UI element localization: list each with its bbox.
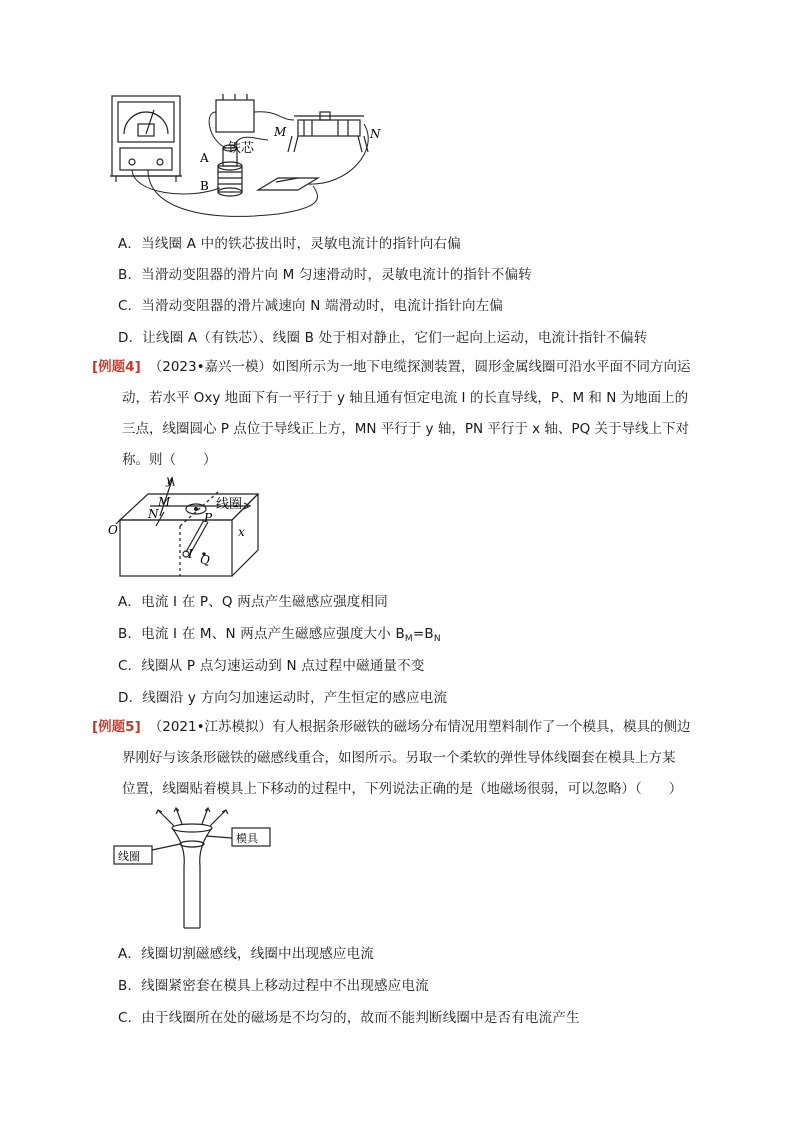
- q4-option-b: B．电流 I 在 M、N 两点产生磁感应强度大小 $B_M=B_N$: [118, 626, 441, 644]
- q5-stem-line-2: 界刚好与该条形磁铁的磁感线重合，如图所示。另取一个柔软的弹性导体线圈套在模具上方某: [122, 750, 676, 766]
- figure2-label-coil: 线圈: [216, 497, 243, 512]
- q4-stem-line-1: [例题4] （2023•嘉兴一模）如图所示为一地下电缆探测装置，圆形金属线圈可沿水平面不同方向运: [92, 359, 691, 375]
- q5-tag: [例题5]: [92, 719, 141, 735]
- figure1-label-m: M: [274, 125, 287, 139]
- figure2-label-x: x: [238, 525, 245, 539]
- q3-option-d: D．让线圈 A（有铁芯）、线圈 B 处于相对静止，它们一起向上运动，电流计指针不偏转: [118, 330, 648, 346]
- q4-stem-line-4: 称。则（ ）: [122, 452, 217, 468]
- figure2-label-m: M: [158, 495, 171, 509]
- q4-stem: [92, 352, 712, 476]
- q5-option-a: A．线圈切割磁感线，线圈中出现感应电流: [118, 946, 375, 962]
- figure1-label-b: B: [200, 179, 209, 193]
- figure-magnet-mold: [112, 806, 272, 932]
- q5-stem-line-1: [例题5] （2021•江苏模拟）有人根据条形磁铁的磁场分布情况用塑料制作了一个模具，模具的侧边: [92, 719, 691, 735]
- q4-option-c: C．线圈从 P 点匀速运动到 N 点过程中磁通量不变: [118, 658, 425, 674]
- figure-galvanometer-circuit: [108, 90, 398, 225]
- q5-option-b: B．线圈紧密套在模具上移动过程中不出现感应电流: [118, 978, 429, 994]
- q4-option-a: A．电流 I 在 P、Q 两点产生磁感应强度相同: [118, 594, 388, 610]
- figure1-label-n: N: [370, 127, 381, 141]
- q3-option-b: B．当滑动变阻器的滑片向 M 匀速滑动时，灵敏电流计的指针不偏转: [118, 267, 532, 283]
- figure2-label-n: N: [148, 507, 159, 521]
- rheostat-icon: [288, 112, 368, 152]
- figure2-label-y: y: [166, 473, 173, 487]
- q4-stem-line-2: 动，若水平 Oxy 地面下有一平行于 y 轴且通有恒定电流 I 的长直导线，P、M 和 N 为地面上的: [122, 390, 689, 406]
- q4-tag: [例题4]: [92, 359, 141, 375]
- q3-option-a: A．当线圈 A 中的铁芯拔出时，灵敏电流计的指针向右偏: [118, 236, 461, 252]
- q5-stem: [92, 712, 712, 805]
- figure1-label-core: 铁芯: [228, 141, 255, 156]
- galvanometer-icon: [110, 96, 182, 182]
- q3-option-c: C．当滑动变阻器的滑片减速向 N 端滑动时，电流计指针向左偏: [118, 298, 504, 314]
- q5-option-c: C．由于线圈所在处的磁场是不均匀的，故而不能判断线圈中是否有电流产生: [118, 1010, 580, 1026]
- figure3-label-mold: 模具: [236, 832, 258, 845]
- figure2-label-p: P: [204, 511, 213, 525]
- figure2-label-i: I: [188, 547, 193, 561]
- figure2-label-q: Q: [200, 553, 210, 567]
- q4-stem-line-3: 三点，线圈圆心 P 点位于导线正上方，MN 平行于 y 轴，PN 平行于 x 轴、PQ 关于导线上下对: [122, 421, 689, 437]
- figure1-label-a: A: [200, 151, 209, 165]
- figure-ground-box: [108, 472, 268, 582]
- figure3-label-coil: 线圈: [118, 850, 140, 863]
- q4-option-d: D．线圈沿 y 方向匀加速运动时，产生恒定的感应电流: [118, 690, 448, 706]
- q5-stem-line-3: 位置，线圈贴着模具上下移动的过程中，下列说法正确的是（地磁场很弱，可以忽略）（ ）: [122, 781, 683, 797]
- battery-icon: [216, 94, 254, 132]
- figure2-label-o: O: [108, 523, 118, 537]
